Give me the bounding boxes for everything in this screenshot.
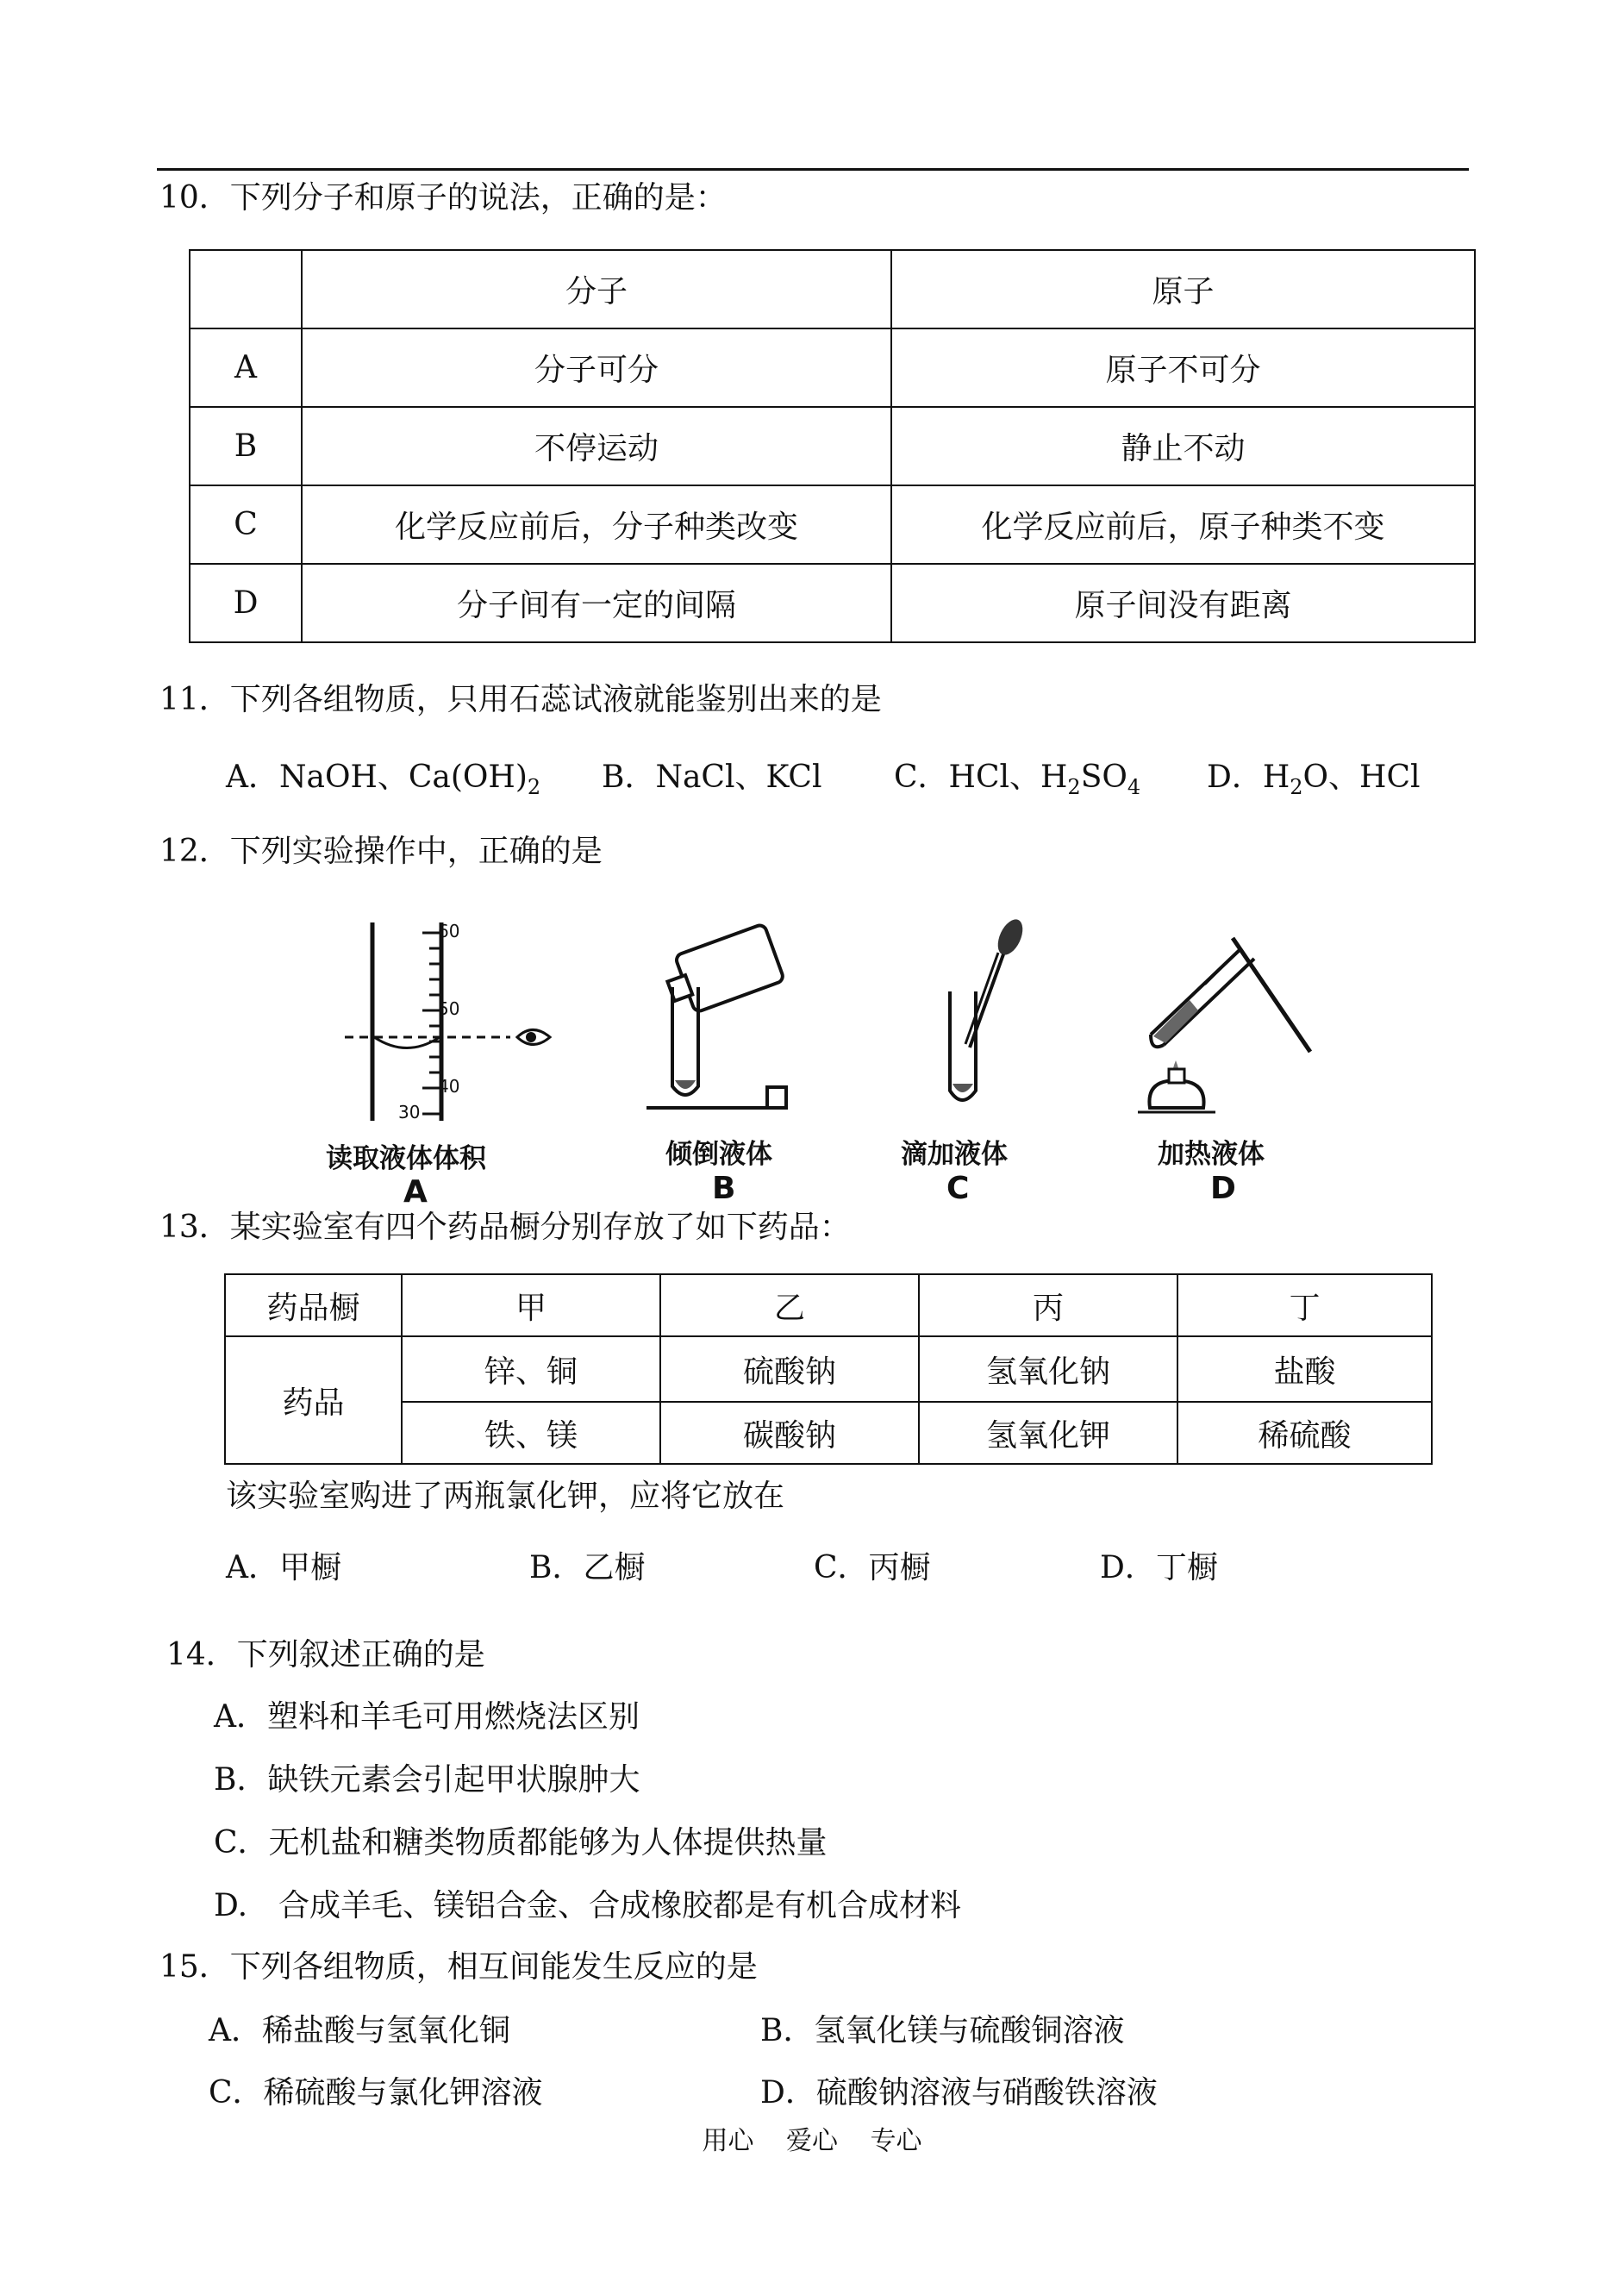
q14-stem: 14．下列叙述正确的是 xyxy=(166,1637,485,1673)
table-row xyxy=(190,250,1475,328)
q13-option-d: D．丁橱 xyxy=(1100,1550,1218,1585)
q13-cell: 氢氧化钠 xyxy=(919,1336,1177,1402)
eye-icon xyxy=(526,1032,536,1042)
q13-cell: 盐酸 xyxy=(1177,1336,1432,1402)
tick-label: 40 xyxy=(438,1076,460,1097)
q13-cell: 铁、镁 xyxy=(402,1402,660,1464)
figure-a-letter: A xyxy=(403,1174,428,1210)
q10-molecule-cell: 化学反应前后，分子种类改变 xyxy=(302,485,891,564)
q13-header-jia: 甲 xyxy=(402,1274,660,1336)
q13-cell: 氢氧化钾 xyxy=(919,1402,1177,1464)
q13-header-cabinet: 药品橱 xyxy=(225,1274,402,1336)
q10-atom-cell: 化学反应前后，原子种类不变 xyxy=(891,485,1475,564)
q13-table xyxy=(224,1273,1433,1465)
q13-cell: 锌、铜 xyxy=(402,1336,660,1402)
q10-row-label: C xyxy=(190,485,302,564)
page-footer: 用心 爱心 专心 xyxy=(702,2126,922,2156)
figure-c-letter: C xyxy=(946,1171,970,1206)
q13-header-ding: 丁 xyxy=(1177,1274,1432,1336)
q14-option-b: B．缺铁元素会引起甲状腺肿大 xyxy=(214,1762,640,1798)
q10-header-blank xyxy=(190,250,302,328)
q13-stem: 13．某实验室有四个药品橱分别存放了如下药品： xyxy=(159,1210,851,1245)
q13-question: 该实验室购进了两瓶氯化钾，应将它放在 xyxy=(226,1479,785,1514)
q10-table xyxy=(189,249,1476,643)
table-row xyxy=(225,1336,1432,1402)
tick-label: 60 xyxy=(438,921,460,941)
table-row xyxy=(190,407,1475,485)
q10-row-label: D xyxy=(190,564,302,642)
tick-label: 30 xyxy=(398,1102,421,1122)
q10-header-molecule: 分子 xyxy=(302,250,891,328)
q10-atom-cell: 原子不可分 xyxy=(891,328,1475,407)
q11-option-c: C．HCl、$H_2SO_4$ xyxy=(894,760,1141,800)
q14-option-c: C．无机盐和糖类物质都能够为人体提供热量 xyxy=(214,1825,828,1860)
q15-option-d: D．硫酸钠溶液与硝酸铁溶液 xyxy=(760,2075,1158,2111)
q15-option-b: B．氢氧化镁与硫酸铜溶液 xyxy=(760,2013,1125,2048)
table-row xyxy=(225,1402,1432,1464)
q10-row-label: A xyxy=(190,328,302,407)
q13-cell: 碳酸钠 xyxy=(660,1402,919,1464)
table-row xyxy=(190,485,1475,564)
q10-atom-cell: 静止不动 xyxy=(891,407,1475,485)
q10-atom-cell: 原子间没有距离 xyxy=(891,564,1475,642)
q10-molecule-cell: 分子可分 xyxy=(302,328,891,407)
q10-header-atom: 原子 xyxy=(891,250,1475,328)
q10-row-label: B xyxy=(190,407,302,485)
q13-row-label: 药品 xyxy=(225,1336,402,1464)
q13-option-a: A．甲橱 xyxy=(226,1550,341,1585)
q13-option-c: C．丙橱 xyxy=(814,1550,931,1585)
q14-option-d: D. 合成羊毛、镁铝合金、合成橡胶都是有机合成材料 xyxy=(214,1888,962,1923)
figure-a-label: 读取液体体积 xyxy=(326,1143,486,1174)
q13-header-bing: 丙 xyxy=(919,1274,1177,1336)
q14-option-a: A．塑料和羊毛可用燃烧法区别 xyxy=(214,1699,640,1735)
q15-stem: 15．下列各组物质，相互间能发生反应的是 xyxy=(159,1949,758,1985)
q13-header-yi: 乙 xyxy=(660,1274,919,1336)
q11-option-d: D．$H_2O$、HCl xyxy=(1207,760,1421,800)
figure-b-pouring xyxy=(646,927,819,1116)
q11-stem: 11．下列各组物质，只用石蕊试液就能鉴别出来的是 xyxy=(159,682,882,717)
q10-stem: 10．下列分子和原子的说法，正确的是： xyxy=(159,180,727,216)
tick-label: 50 xyxy=(438,998,460,1019)
figure-b-label: 倾倒液体 xyxy=(665,1139,772,1170)
q15-option-c: C．稀硫酸与氯化钾溶液 xyxy=(209,2075,543,2111)
figure-c-label: 滴加液体 xyxy=(901,1139,1008,1170)
figure-c-dropper xyxy=(931,918,1052,1116)
figure-a-graduated-cylinder xyxy=(345,922,586,1138)
q10-molecule-cell: 分子间有一定的间隔 xyxy=(302,564,891,642)
top-rule xyxy=(157,168,1469,171)
table-row xyxy=(190,328,1475,407)
table-row xyxy=(190,564,1475,642)
figure-b-letter: B xyxy=(712,1171,736,1206)
q15-option-a: A．稀盐酸与氢氧化铜 xyxy=(209,2013,510,2048)
q13-cell: 稀硫酸 xyxy=(1177,1402,1432,1464)
table-row xyxy=(225,1274,1432,1336)
q11-option-b: B．NaCl、KCl xyxy=(602,760,822,795)
q13-option-b: B．乙橱 xyxy=(529,1550,646,1585)
q10-molecule-cell: 不停运动 xyxy=(302,407,891,485)
figure-d-heating xyxy=(1138,931,1327,1121)
figure-d-label: 加热液体 xyxy=(1158,1139,1265,1170)
q11-option-a: A．NaOH、$Ca(OH)_2$ xyxy=(226,760,541,800)
q12-stem: 12．下列实验操作中，正确的是 xyxy=(159,834,603,869)
figure-d-letter: D xyxy=(1210,1171,1236,1206)
q13-cell: 硫酸钠 xyxy=(660,1336,919,1402)
